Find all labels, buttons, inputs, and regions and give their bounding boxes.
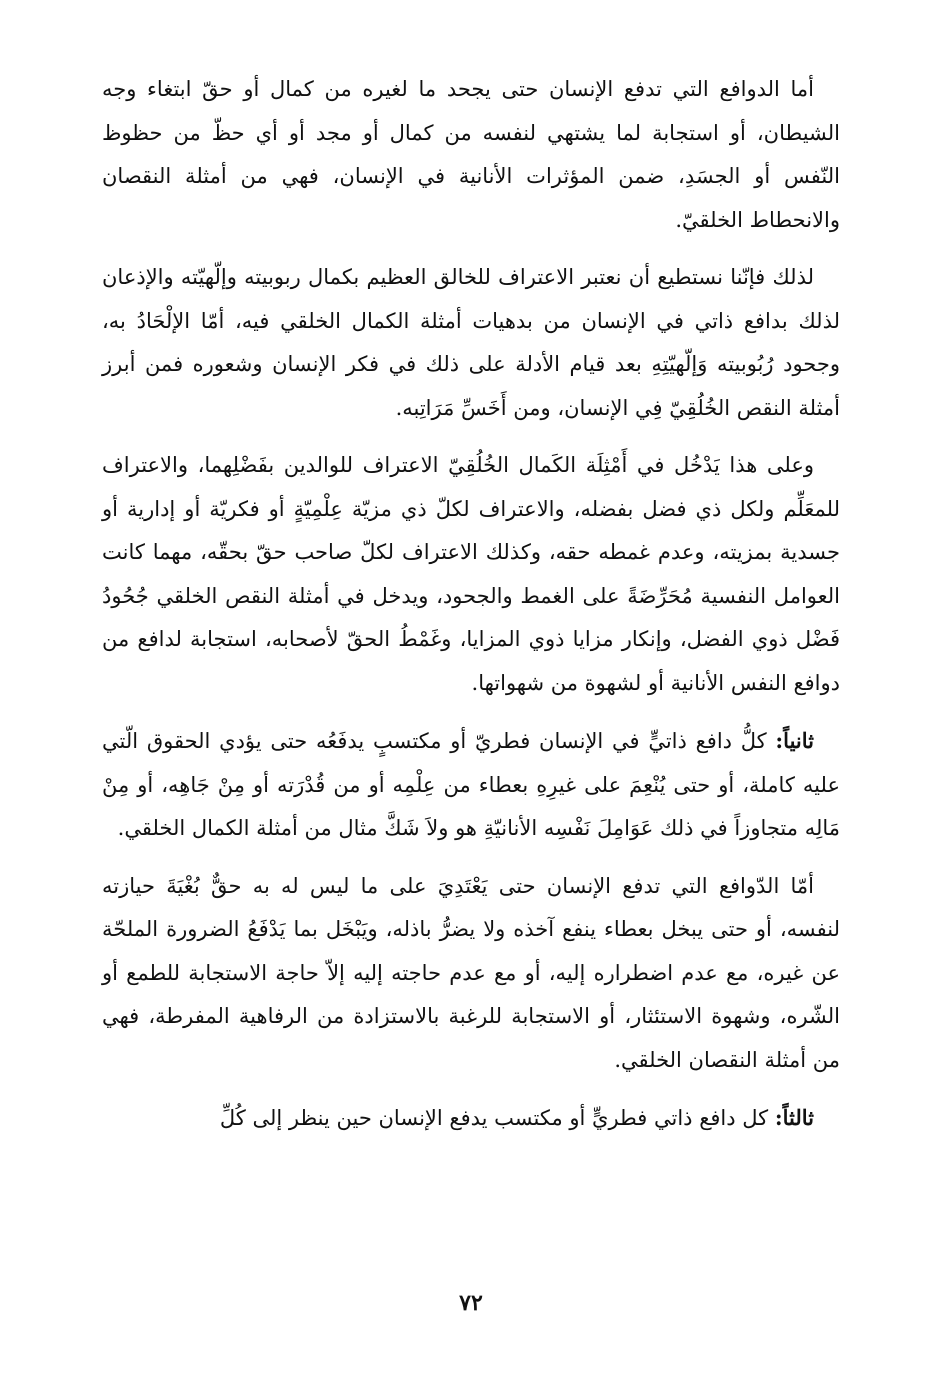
paragraph-4-lead: ثانياً: — [775, 728, 814, 753]
paragraph-gap — [102, 1082, 840, 1096]
paragraph-6-lead: ثالثاً: — [774, 1105, 814, 1130]
paragraph-3-text: وعلى هذا يَدْخُل في أَمْثِلَة الكَمال الخُلُقِيّ الاعتراف للوالدين بفَضْلِهما، والاعتراف للمعَلِّم ولكل ذي فضل بفضله، والاعتراف لكلّ ذي مزيّة عِلْمِيّةٍ أو فكريّة أو إدارية أو جسدية بمزيته، وعدم غمطه حقه، وكذلك الاعتراف لكلّ صاحب حقّ بحقّه، مهما كانت العوامل النفسية مُحَرِّضَةً على الغمط والجحود، ويدخل في أمثلة النقص الخلقي جُحُودُ فَضْل ذوي الفضل، وإنكار مزايا ذوي المزايا، وغَمْطُ الحقّ لأصحابه، استجابة لدافع من دوافع النفس الأنانية أو لشهوة من شهواتها. — [102, 453, 840, 695]
paragraph-2-text: لذلك فإنّنا نستطيع أن نعتبر الاعتراف للخالق العظيم بكمال ربوبيته وإلّهيّته والإذعان لذلك بدافع ذاتي في الإنسان من بدهيات أمثلة الكمال الخلقي فيه، أمّا الإلْحَادُ به، وجحود رُبُوبيته وَإلّهيّتِهِ بعد قيام الأدلة على ذلك في فكر الإنسان وشعوره فمن أبرز أمثلة النقص الخُلُقِيّ فِي الإنسان، ومن أَخَسِّ مَرَاتِبه. — [102, 265, 840, 420]
paragraph-1 — [102, 68, 840, 242]
page-body — [102, 68, 840, 1141]
paragraph-1-text: أما الدوافع التي تدفع الإنسان حتى يجحد ما لغيره من كمال أو حقّ ابتغاء وجه الشيطان، أو استجابة لما يشتهي لنفسه من كمال أو مجد أو أي حظّ من حظوظ النّفس أو الجسَدِ، ضمن المؤثرات الأنانية في الإنسان، فهي من أمثلة النقصان والانحطاط الخلقيّ. — [102, 77, 840, 232]
page-number: ٧٢ — [459, 1290, 483, 1316]
paragraph-2 — [102, 256, 840, 430]
paragraph-4-text: كلُّ دافع ذاتيٍّ في الإنسان فطريّ أو مكتسبٍ يدفَعُه حتى يؤدي الحقوق الّتي عليه كاملة، أو حتى يُنْعِمَ على غيرِهِ بعطاء من عِلْمِه أو من قُدْرَته أو مِنْ جَاهِه، أو مِنْ مَالِه متجاوزاً في ذلك عَوَامِلَ نَفْسِه الأنانيّةِ هو ولاَ شَكَّ مثال من أمثلة الكمال الخلقي. — [102, 729, 840, 840]
paragraph-gap — [102, 242, 840, 256]
paragraph-gap — [102, 851, 840, 865]
paragraph-5-text: أمّا الدّوافع التي تدفع الإنسان حتى يَعْتَدِيَ على ما ليس له به حقٌّ بُغْيَةَ حيازته لنفسه، أو حتى يبخل بعطاء ينفع آخذه ولا يضرُّ باذله، ويَبْخَل بما يَدْفَعُ الضرورة الملحّة عن غيره، مع عدم اضطراره إليه، أو مع عدم حاجته إليه إلاّ حاجة الاستجابة للطمع أو الشّره، وشهوة الاستئثار، أو الاستجابة للرغبة بالاستزادة من الرفاهية المفرطة، فهي من أمثلة النقصان الخلقي. — [102, 873, 840, 1072]
paragraph-6-text: كل دافع ذاتي فطريٍّ أو مكتسب يدفع الإنسان حين ينظر إلى كُلِّ — [219, 1106, 775, 1130]
paragraph-6 — [102, 1096, 840, 1141]
paragraph-4 — [102, 719, 840, 851]
paragraph-3 — [102, 444, 840, 705]
paragraph-5 — [102, 865, 840, 1083]
paragraph-gap — [102, 430, 840, 444]
paragraph-gap — [102, 705, 840, 719]
